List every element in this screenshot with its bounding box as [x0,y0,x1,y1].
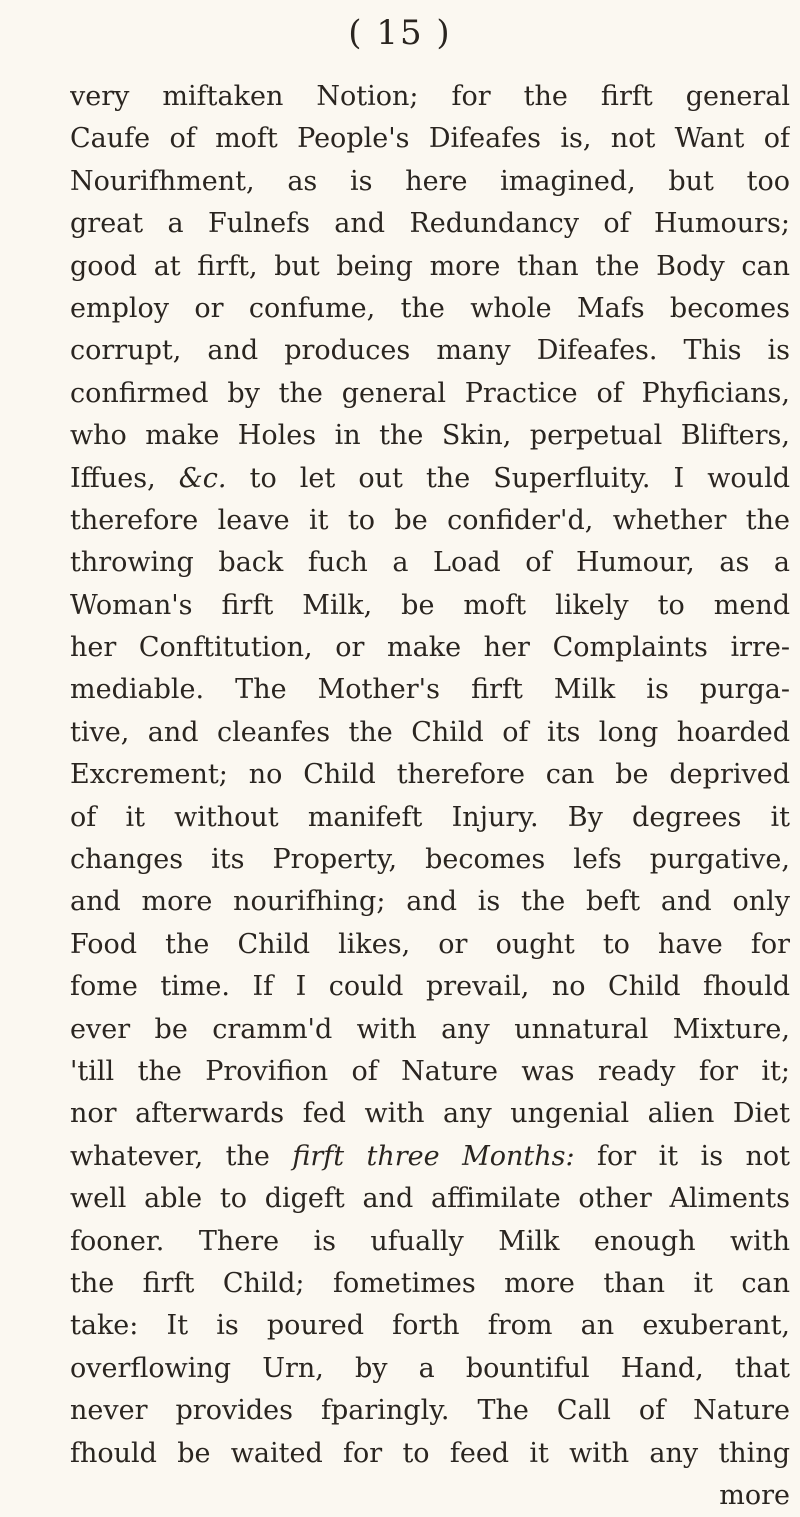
text-line: Woman's firft Milk, be moft likely to mend [70,589,790,621]
text-line: good at firft, but being more than the Body can [70,250,790,282]
text-line: Nourifhment, as is here imagined, but too [70,165,790,197]
text-line: great a Fulnefs and Redundancy of Humours; [70,208,790,240]
text-line: Iffues, &c. to let out the Superfluity. I would [70,462,790,494]
text-line: Excrement; no Child therefore can be deprived [70,759,790,791]
text-line: Caufe of moft People's Difeafes is, not Want of [70,123,790,155]
text-line: overflowing Urn, by a bountiful Hand, that [70,1352,790,1384]
text-line: mediable. The Mother's firft Milk is purga- [70,674,790,706]
text-line: the firft Child; fometimes more than it can [70,1267,790,1299]
text-line: employ or confume, the whole Mafs becomes [70,292,790,324]
italic-phrase: firft three Months: [292,1140,575,1172]
text-line: Food the Child likes, or ought to have for [70,928,790,960]
text-line: nor afterwards fed with any ungenial alien Diet [70,1098,790,1130]
text-line: of it without manifeft Injury. By degrees it [70,801,790,833]
text-line: throwing back fuch a Load of Humour, as a [70,547,790,579]
text-line: fome time. If I could prevail, no Child fhould [70,971,790,1003]
text-line: fhould be waited for to feed it with any thing [70,1437,790,1469]
text-line: changes its Property, becomes lefs purgative, [70,844,790,876]
text-line: and more nourifhing; and is the beft and only [70,886,790,918]
text-line: corrupt, and produces many Difeafes. This is [70,335,790,367]
text-line: fooner. There is ufually Milk enough with [70,1225,790,1257]
text-line: never provides fparingly. The Call of Nature [70,1395,790,1427]
text-line: ever be cramm'd with any unnatural Mixture, [70,1013,790,1045]
page-number: ( 15 ) [348,13,452,53]
text-line: tive, and cleanfes the Child of its long hoarded [70,716,790,748]
catchword: more [719,1479,790,1511]
text-line: take: It is poured forth from an exuberant, [70,1310,790,1342]
body-text [70,76,790,1517]
text-line: well able to digeft and affimilate other Aliments [70,1183,790,1215]
text-line: confirmed by the general Practice of Phyficians, [70,377,790,409]
text-line: whatever, the firft three Months: for it is not [70,1140,790,1172]
italic-phrase: &c. [178,462,227,494]
text-line: her Conftitution, or make her Complaints irre- [70,632,790,664]
text-line: very miftaken Notion; for the firft general [70,81,790,112]
text-line: therefore leave it to be confider'd, whether the [70,504,790,536]
text-line: who make Holes in the Skin, perpetual Blifters, [70,420,790,452]
text-line: 'till the Provifion of Nature was ready for it; [70,1055,790,1087]
